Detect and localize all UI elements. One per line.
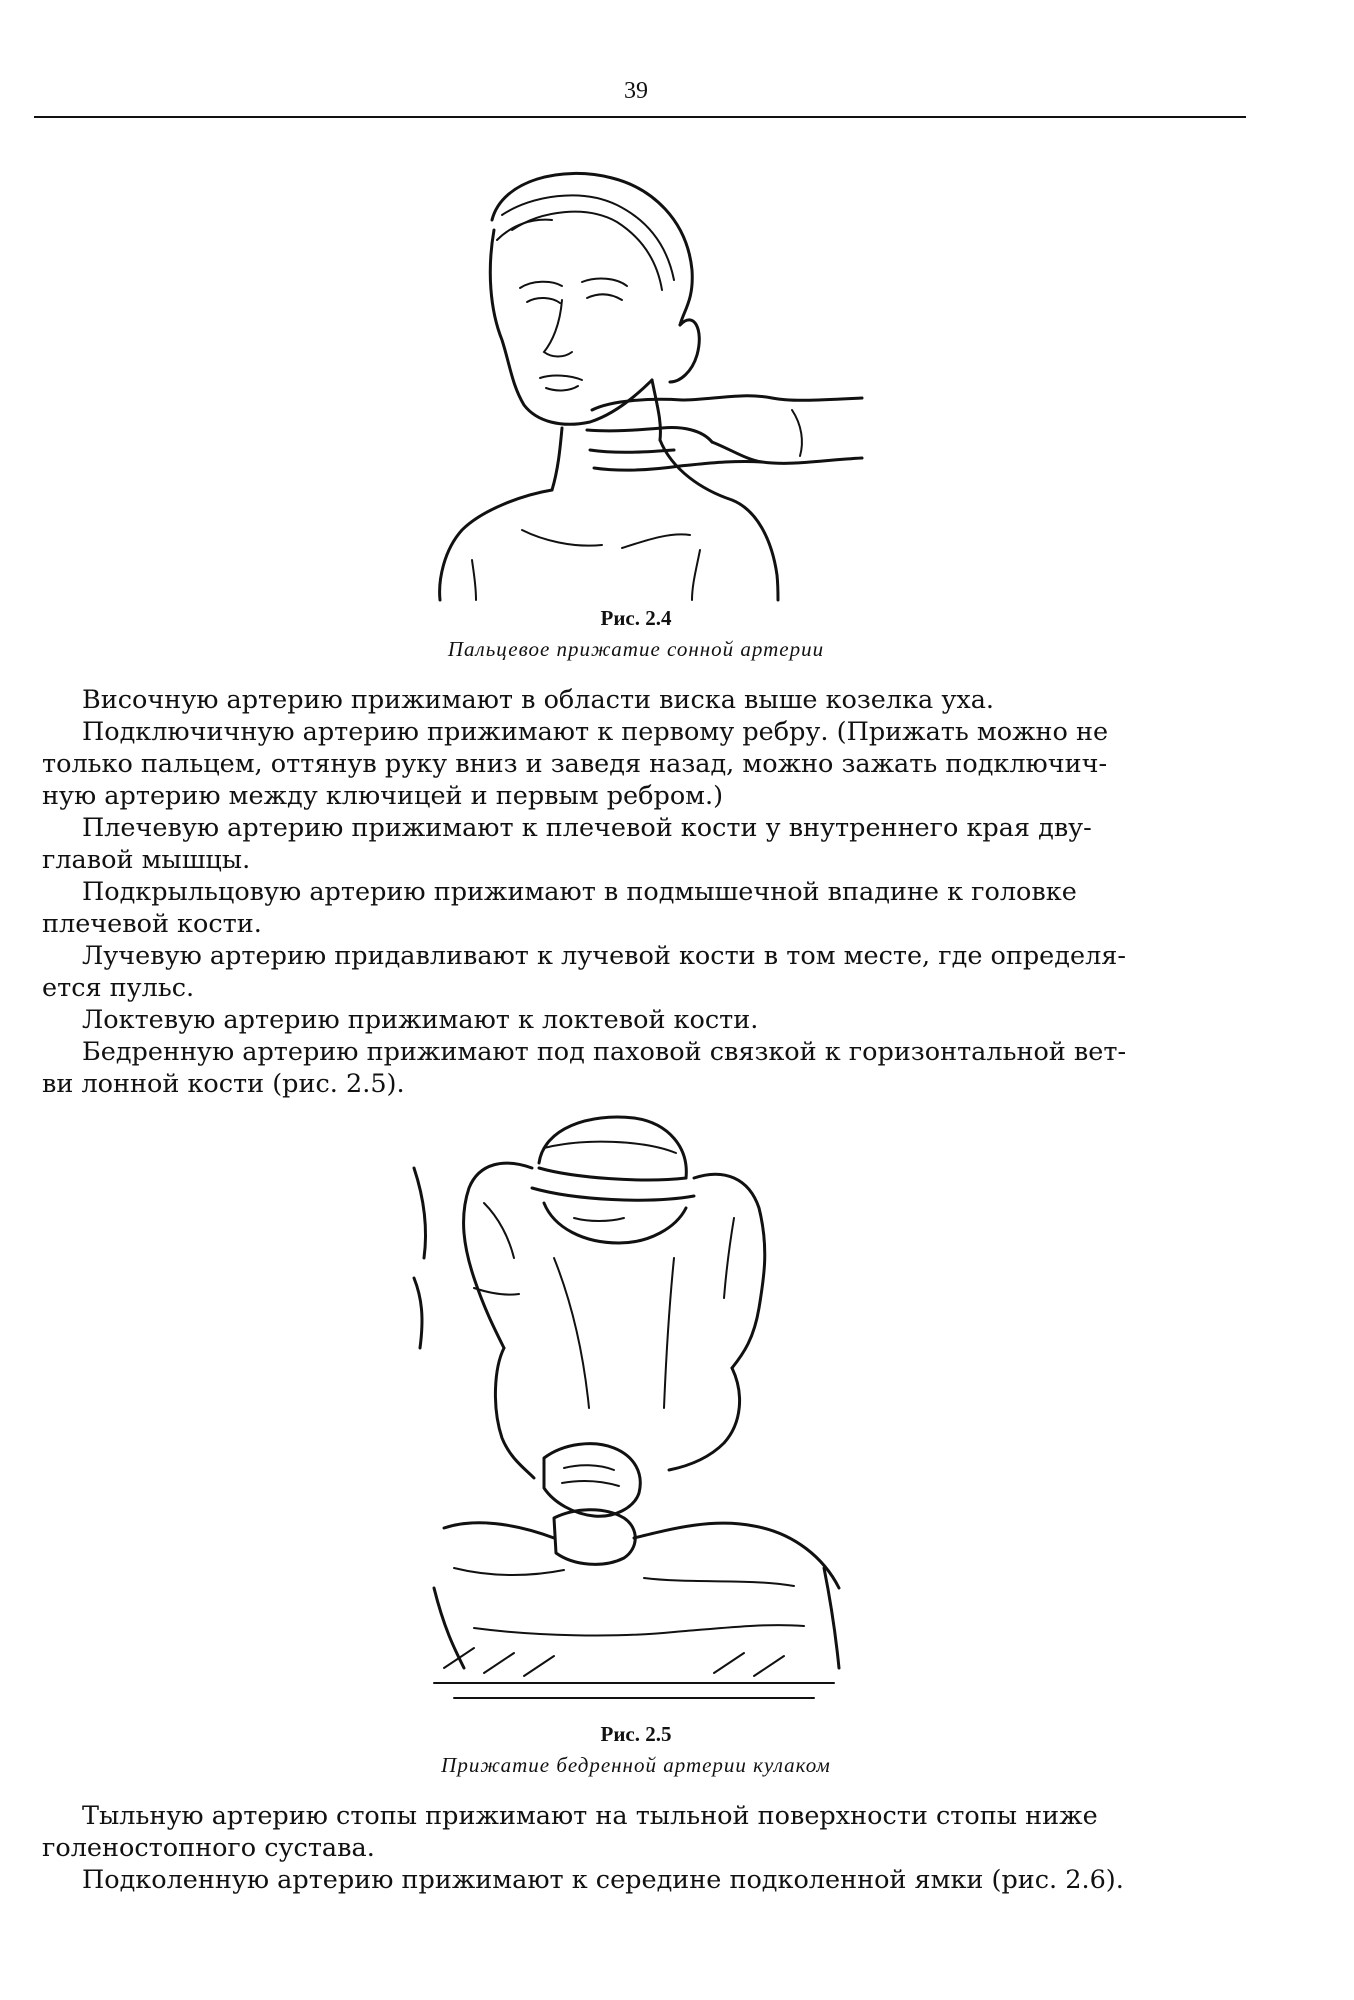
- paragraph: Лучевую артерию придавливают к лучевой кости в том месте, где определя- ется пульс.: [42, 941, 1126, 1003]
- figure-2-5: [414, 1108, 844, 1708]
- header-rule: [34, 116, 1246, 118]
- carotid-pressure-illustration: [412, 160, 862, 600]
- paragraph: Подключичную артерию прижимают к первому ребру. (Прижать можно не только пальцем, оттянув руку вниз и заведя назад, можно зажать подключич- ную артерию между ключицей и первым ребром.): [42, 717, 1109, 811]
- femoral-pressure-illustration: [414, 1108, 844, 1708]
- figure-number: Рис. 2.4: [600, 606, 672, 630]
- paragraph: Подкрыльцовую артерию прижимают в подмышечной впадине к головке плечевой кости.: [42, 877, 1077, 939]
- figure-number: Рис. 2.5: [600, 1722, 672, 1746]
- paragraph: Тыльную артерию стопы прижимают на тыльной поверхности стопы ниже голеностопного сустава.: [42, 1801, 1098, 1863]
- paragraph: Бедренную артерию прижимают под паховой связкой к горизонтальной вет- ви лонной кости (рис. 2.5).: [42, 1037, 1127, 1099]
- figure-2-4: [412, 160, 862, 600]
- figure-title: Прижатие бедренной артерии кулаком: [441, 1753, 831, 1777]
- paragraph: Плечевую артерию прижимают к плечевой кости у внутреннего края дву- главой мышцы.: [42, 813, 1092, 875]
- body-text-bottom: [42, 1800, 1242, 1896]
- paragraph: Подколенную артерию прижимают к середине подколенной ямки (рис. 2.6).: [82, 1865, 1124, 1895]
- paragraph: Локтевую артерию прижимают к локтевой кости.: [82, 1005, 759, 1035]
- figure-title: Пальцевое прижатие сонной артерии: [447, 637, 825, 661]
- body-text-top: [42, 684, 1242, 1100]
- figure-2-4-caption: [0, 606, 1272, 662]
- page-number: 39: [624, 78, 648, 104]
- figure-2-5-caption: [0, 1722, 1272, 1778]
- paragraph: Височную артерию прижимают в области виска выше козелка уха.: [82, 685, 995, 715]
